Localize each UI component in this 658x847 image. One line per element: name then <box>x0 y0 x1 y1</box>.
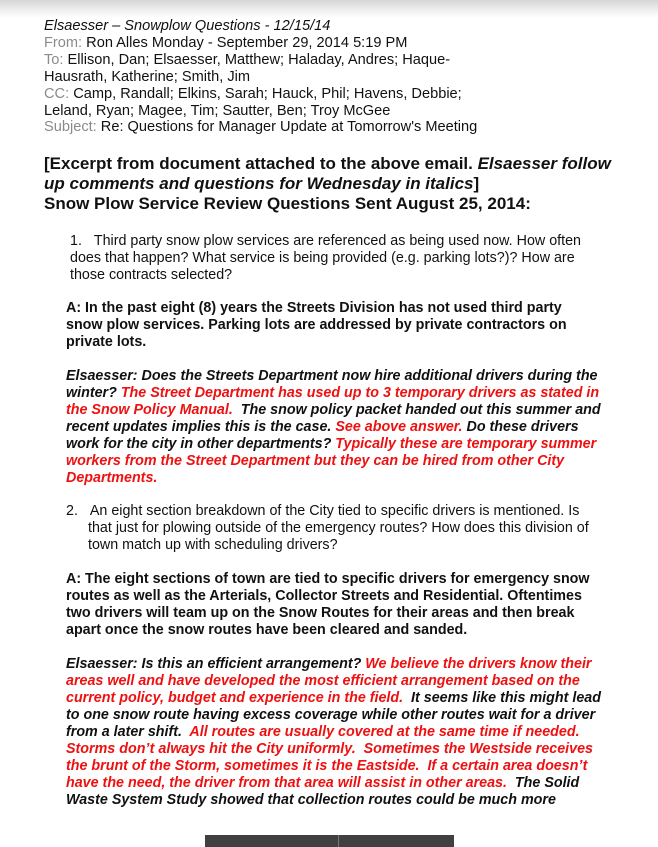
followup-line <box>66 402 601 419</box>
cc-line <box>44 86 477 103</box>
elsaesser-comment-text: to one snow route having excess coverage while other routes wait for a driver <box>66 707 596 723</box>
top-shadow <box>0 0 658 18</box>
staff-response-text: We believe the drivers know their <box>365 656 592 672</box>
question-2: 2. An eight section breakdown of the City tied to specific drivers is mentioned. Is that just for plowing outside of the emergency routes? How does this division of town match up with scheduling drivers? <box>66 503 589 553</box>
staff-response-text: current policy, budget and experience in the field. <box>66 690 404 706</box>
followup-line <box>66 470 601 487</box>
cc-line-cont: Leland, Ryan; Magee, Tim; Sautter, Ben; Troy McGee <box>44 102 391 119</box>
elsaesser-comment-text: Do these drivers <box>462 419 579 435</box>
email-header <box>44 18 477 136</box>
elsaesser-comment-text: winter? <box>66 385 121 401</box>
cc-value: Camp, Randall; Elkins, Sarah; Hauck, Phil; Havens, Debbie; <box>69 85 462 102</box>
followup-1 <box>66 368 601 487</box>
excerpt-heading <box>44 154 611 214</box>
followup-line <box>66 690 601 707</box>
elsaesser-comment-text: The snow policy packet handed out this summer and <box>232 402 601 418</box>
followup-line <box>66 419 601 436</box>
staff-response-text: the brunt of the Storm, sometimes it is the Eastside. If a certain area doesn’t <box>66 758 588 774</box>
document-title: Elsaesser – Snowplow Questions - 12/15/14 <box>44 18 331 34</box>
followup-line <box>66 656 601 673</box>
followup-line <box>66 673 601 690</box>
elsaesser-comment-text: work for the city in other departments? <box>66 436 336 452</box>
followup-line <box>66 758 601 775</box>
subject-line <box>44 119 477 136</box>
excerpt-italic-note-cont: up comments and questions for Wednesday in italics <box>44 174 474 193</box>
followup-line <box>66 741 601 758</box>
followup-line <box>66 775 601 792</box>
followup-line <box>66 453 601 470</box>
cc-label: CC: <box>44 85 70 102</box>
to-line-cont: Hausrath, Katherine; Smith, Jim <box>44 68 251 85</box>
staff-response-text: the Snow Policy Manual. <box>66 402 233 418</box>
section-title: Snow Plow Service Review Questions Sent August 25, 2014: <box>44 194 531 213</box>
staff-response-text: See above answer. <box>335 419 463 435</box>
followup-line <box>66 436 601 453</box>
elsaesser-comment-text: from a later shift. <box>66 724 182 740</box>
answer-2: A: The eight sections of town are tied to specific drivers for emergency snow routes as well as the Arterials, Collector Streets and Residential. Oftentimes two drivers will team up on the Snow Routes for their areas and then break apart once the snow routes have been cleared and sanded. <box>66 571 590 638</box>
excerpt-intro: [Excerpt from document attached to the above email. <box>44 154 478 173</box>
elsaesser-comment-text: The Solid <box>506 775 580 791</box>
staff-response-text: Departments. <box>66 470 158 486</box>
from-label: From: <box>44 34 83 51</box>
question-number: 2. <box>66 503 78 519</box>
toolbar-button-left[interactable] <box>205 835 339 847</box>
bottom-toolbar <box>205 835 454 847</box>
followup-line <box>66 792 601 809</box>
answer-1: A: In the past eight (8) years the Streets Division has not used third party snow plow services. Parking lots are addressed by private contractors on private lots. <box>66 300 567 350</box>
followup-line <box>66 368 601 385</box>
toolbar-button-right[interactable] <box>339 835 454 847</box>
to-label: To: <box>44 51 64 68</box>
followup-line <box>66 707 601 724</box>
staff-response-text: workers from the Street Department but they can be hired from other City <box>66 453 565 469</box>
excerpt-italic-note: Elsaesser follow <box>477 154 611 173</box>
elsaesser-comment-text: recent updates implies this is the case. <box>66 419 336 435</box>
elsaesser-comment-text: Elsaesser: Does the Streets Department now hire additional drivers during the <box>66 368 598 384</box>
staff-response-text: All routes are usually covered at the same time if needed. <box>182 724 580 740</box>
subject-value: Re: Questions for Manager Update at Tomorrow's Meeting <box>96 119 478 136</box>
elsaesser-comment-text: It seems like this might lead <box>403 690 601 706</box>
subject-label: Subject: <box>44 119 97 136</box>
elsaesser-comment-text: Elsaesser: Is this an efficient arrangement? <box>66 656 366 672</box>
to-line <box>44 52 477 69</box>
staff-response-text: Storms don’t always hit the City uniformly. Sometimes the Westside receives <box>66 741 594 757</box>
from-line <box>44 35 477 52</box>
from-value: Ron Alles Monday - September 29, 2014 5:19 PM <box>82 34 408 51</box>
staff-response-text: areas well and have developed the most efficient arrangement based on the <box>66 673 580 689</box>
followup-line <box>66 385 601 402</box>
followup-2 <box>66 656 601 809</box>
to-value: Ellison, Dan; Elsaesser, Matthew; Haladay, Andres; Haque- <box>63 51 451 68</box>
question-1: 1. Third party snow plow services are referenced as being used now. How often does that happen? What service is being provided (e.g. parking lots?)? How are those contracts selected? <box>70 233 582 283</box>
question-number: 1. <box>70 233 82 249</box>
excerpt-bracket: ] <box>473 174 480 193</box>
staff-response-text: have the need, the driver from that area will assist in other areas. <box>66 775 507 791</box>
elsaesser-comment-text: Waste System Study showed that collection routes could be much more <box>66 792 556 808</box>
followup-line <box>66 724 601 741</box>
staff-response-text: Typically these are temporary summer <box>335 436 597 452</box>
staff-response-text: The Street Department has used up to 3 temporary drivers as stated in <box>120 385 600 401</box>
